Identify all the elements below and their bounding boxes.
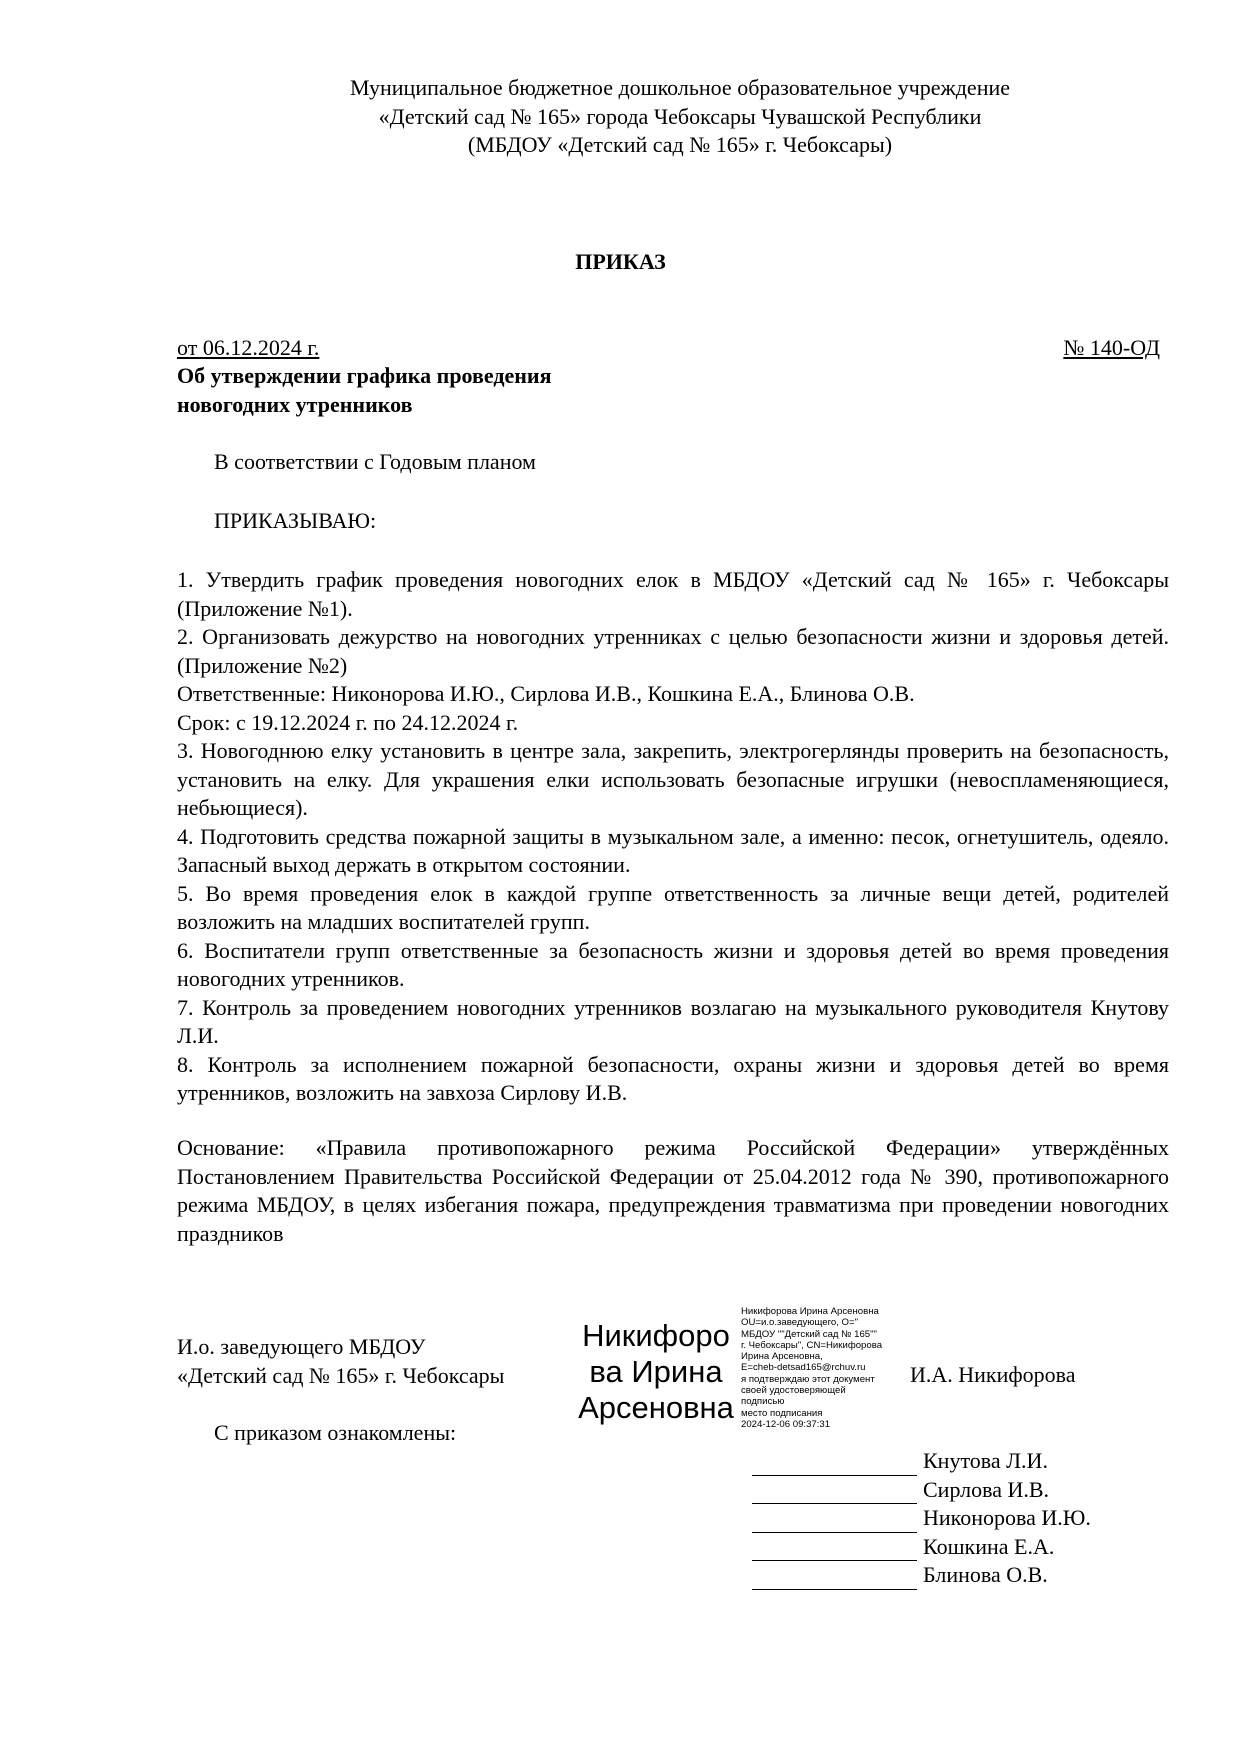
order-item: 6. Воспитатели групп ответственные за безопасность жизни и здоровья детей во время проведения новогодних утренников. <box>177 937 1169 991</box>
stamp-info-line: своей удостоверяющей <box>741 1385 846 1397</box>
signer-line: «Детский сад № 165» г. Чебоксары <box>177 1362 505 1388</box>
order-items <box>177 566 1169 1108</box>
acquainted-list <box>752 1447 1091 1590</box>
signature-line <box>752 1567 917 1590</box>
stamp-name-line: ва Ирина <box>589 1354 723 1389</box>
signer-title <box>177 1333 504 1390</box>
digital-signature-stamp-name <box>568 1318 744 1426</box>
acquainted-name: Сирлова И.В. <box>923 1476 1050 1502</box>
order-item: 7. Контроль за проведением новогодних утренников возлагаю на музыкального руководителя Кнутову Л.И. <box>177 994 1169 1048</box>
order-directive: ПРИКАЗЫВАЮ: <box>214 508 377 533</box>
order-item: Срок: с 19.12.2024 г. по 24.12.2024 г. <box>177 709 519 735</box>
legal-basis: Основание: «Правила противопожарного режима Российской Федерации» утверждённых Постановлением Правительства Российской Федерации от 25.04.2012 года № 390, противопожарного режима МБДОУ, в целях избегания пожара, предупреждения травматизма при проведении новогодних праздников <box>177 1135 1169 1246</box>
acquainted-name: Блинова О.В. <box>923 1562 1048 1587</box>
stamp-info-line: OU=и.о.заведующего, O=" <box>741 1317 859 1329</box>
order-item: 1. Утвердить график проведения новогодних елок в МБДОУ «Детский сад № 165» г. Чебоксары (Приложение №1). <box>177 567 1169 621</box>
acquainted-name: Кошкина Е.А. <box>923 1533 1055 1559</box>
acquainted-row <box>752 1561 1091 1590</box>
order-date: от 06.12.2024 г. <box>177 335 320 360</box>
order-number: № 140-ОД <box>1063 335 1160 360</box>
order-item: 2. Организовать дежурство на новогодних утренниках с целью безопасности жизни и здоровья детей. (Приложение №2) <box>177 624 1169 678</box>
stamp-info-line: 2024-12-06 09:37:31 <box>741 1418 831 1430</box>
order-item: 8. Контроль за исполнением пожарной безопасности, охраны жизни и здоровья детей во время утренников, возложить на завхоза Сирлову И.В. <box>177 1051 1169 1105</box>
stamp-info-line: место подписания <box>741 1407 823 1419</box>
stamp-info-line: подписью <box>741 1396 785 1408</box>
stamp-info-line: я подтверждаю этот документ <box>741 1373 875 1385</box>
stamp-info-line: Ирина Арсеновна, <box>741 1351 823 1363</box>
acquainted-name: Никонорова И.Ю. <box>923 1505 1091 1530</box>
stamp-info-line: Никифорова Ирина Арсеновна <box>741 1306 879 1317</box>
signature-line <box>752 1481 917 1504</box>
acquainted-row <box>752 1504 1091 1533</box>
signature-line <box>752 1510 917 1533</box>
order-item: 5. Во время проведения елок в каждой группе ответственность за личные вещи детей, родителей возложить на младших воспитателей групп. <box>177 880 1169 934</box>
stamp-info-line: г. Чебоксары", CN=Никифорова <box>741 1339 883 1351</box>
document-title: ПРИКАЗ <box>575 249 666 274</box>
digital-signature-stamp-details <box>741 1306 911 1430</box>
organization-header <box>180 74 1180 160</box>
stamp-info-line: E=cheb-detsad165@rchuv.ru <box>741 1362 866 1374</box>
stamp-name-line: Никифоро <box>582 1318 730 1353</box>
acquainted-row <box>752 1476 1091 1505</box>
signer-name: И.А. Никифорова <box>910 1362 1076 1387</box>
acquainted-row <box>752 1447 1091 1476</box>
order-item: 3. Новогоднюю елку установить в центре зала, закрепить, электрогерлянды проверить на безопасность, установить на елку. Для украшения елки использовать безопасные игрушки (невоспламеняющиеся, небьющиеся). <box>177 738 1169 820</box>
acquainted-label: С приказом ознакомлены: <box>214 1420 457 1445</box>
signature-line <box>752 1538 917 1561</box>
header-line: Муниципальное бюджетное дошкольное образовательное учреждение <box>350 75 1010 100</box>
acquainted-name: Кнутова Л.И. <box>923 1448 1048 1473</box>
order-subject <box>177 362 552 419</box>
order-item: 4. Подготовить средства пожарной защиты в музыкальном зале, а именно: песок, огнетушитель, одеяло. Запасный выход держать в открытом состоянии. <box>177 823 1169 877</box>
stamp-info-line: МБДОУ ""Детский сад № 165"" <box>741 1328 877 1340</box>
order-basis-intro: В соответствии с Годовым планом <box>214 449 536 474</box>
signature-line <box>752 1453 917 1476</box>
header-line: (МБДОУ «Детский сад № 165» г. Чебоксары) <box>467 132 893 157</box>
subject-line: Об утверждении графика проведения <box>177 363 552 388</box>
subject-line: новогодних утренников <box>177 391 413 417</box>
header-line: «Детский сад № 165» города Чебоксары Чувашской Республики <box>378 103 982 129</box>
signer-line: И.о. заведующего МБДОУ <box>177 1334 426 1359</box>
acquainted-row <box>752 1533 1091 1562</box>
stamp-name-line: Арсеновна <box>578 1390 734 1425</box>
order-item: Ответственные: Никонорова И.Ю., Сирлова И.В., Кошкина Е.А., Блинова О.В. <box>177 681 915 706</box>
